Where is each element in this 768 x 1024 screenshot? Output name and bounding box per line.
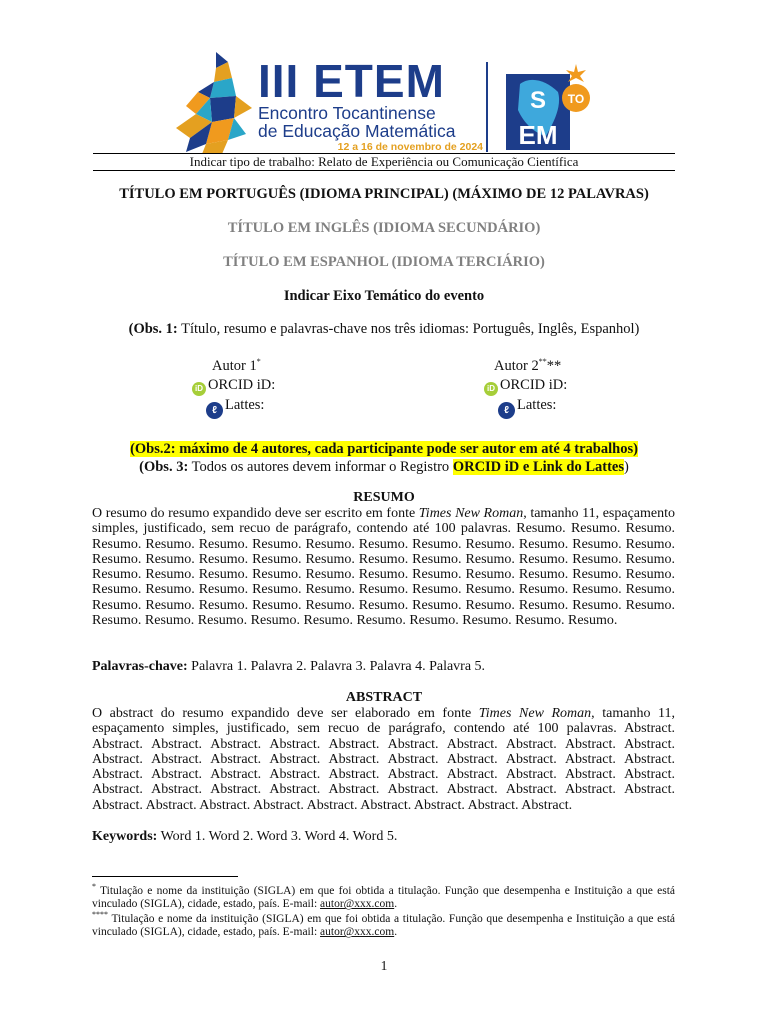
lattes-icon: ℓ — [206, 402, 223, 419]
etem-subtitle-line2: de Educação Matemática — [258, 121, 456, 141]
author-2-orcid: iD ORCID iD: — [484, 376, 567, 396]
abstract-heading: ABSTRACT — [345, 690, 423, 705]
title-spanish: TÍTULO EM ESPANHOL (IDIOMA TERCIÁRIO) — [223, 254, 545, 270]
author-1-lattes: ℓ Lattes: — [192, 396, 275, 419]
event-date: 12 a 16 de novembro de 2024 — [337, 141, 483, 153]
footnote-1: * Titulação e nome da instituição (SIGLA) em que foi obtida a titulação. Função que desempenha e Instituição a que está vinculado (SIGLA), cidade, estado, país. E-mail: autor@xxx.com. — [92, 882, 675, 911]
event-header — [0, 28, 768, 153]
footnote-2-email-link[interactable]: autor@xxx.com — [320, 926, 395, 939]
footnote-2: **** Titulação e nome da instituição (SIGLA) em que foi obtida a titulação. Função que desempenha e Instituição a que está vinculado (SIGLA), cidade, estado, país. E-mail: autor@xxx.com. — [92, 910, 675, 939]
author-2-block — [484, 352, 567, 419]
header-rule-bottom — [93, 170, 675, 171]
author-2-name: Autor 2**** — [494, 357, 562, 374]
title-english: TÍTULO EM INGLÊS (IDIOMA SECUNDÁRIO) — [227, 220, 541, 236]
svg-text:S: S — [529, 87, 547, 114]
etem-subtitle-line1: Encontro Tocantinense — [258, 103, 436, 123]
eixo-tematico: Indicar Eixo Temático do evento — [283, 288, 485, 304]
palavras-chave: Palavras-chave: Palavra 1. Palavra 2. Palavra 3. Palavra 4. Palavra 5. — [92, 659, 486, 674]
author-1-name: Autor 1* — [212, 357, 261, 374]
etem-geometric-bird-logo — [176, 52, 252, 154]
footnote-separator — [92, 876, 238, 877]
orcid-icon: iD — [192, 382, 206, 396]
page-number: 1 — [380, 958, 388, 973]
header-divider — [486, 62, 488, 152]
lattes-icon: ℓ — [498, 402, 515, 419]
obs3-note: (Obs. 3: Todos os autores devem informar o Registro ORCID iD e Link do Lattes) — [139, 459, 629, 475]
resumo-text: O resumo do resumo expandido deve ser escrito em fonte Times New Roman, tamanho 11, espaçamento simples, justificado, sem recuo de parágrafo, contendo até 100 palavras. Resumo. Resumo. Resumo. Resumo. Resumo. Resumo. Resumo. Resumo. Resumo. Resumo. Resumo. Resumo. Resumo. Resumo. Resumo. Resumo. Resumo. Resumo. Resumo. Resumo. Resumo. Resumo. Resumo. Resumo. Resumo. Resumo. Resumo. Resumo. Resumo. Resumo. Resumo. Resumo. Resumo. Resumo. Resumo. Resumo. Resumo. Resumo. Resumo. Resumo. Resumo. Resumo. Resumo. Resumo. Resumo. Resumo. Resumo. Resumo. Resumo. Resumo. Resumo. Resumo. Resumo. Resumo. Resumo. Resumo. Resumo. Resumo. Resumo. Resumo. Resumo. Resumo. Resumo. Resumo. Resumo. Resumo. Resumo. Resumo. — [92, 506, 676, 629]
keywords: Keywords: Word 1. Word 2. Word 3. Word 4. Word 5. — [92, 829, 398, 844]
footnote-1-email-link[interactable]: autor@xxx.com — [320, 898, 395, 911]
sbem-to-logo — [506, 62, 596, 152]
author-1-block — [192, 352, 275, 419]
author-2-lattes: ℓ Lattes: — [484, 396, 567, 419]
resumo-heading: RESUMO — [353, 490, 415, 505]
obs2-note: (Obs.2: máximo de 4 autores, cada participante pode ser autor em até 4 trabalhos) — [130, 441, 638, 457]
author-1-orcid: iD ORCID iD: — [192, 376, 275, 396]
abstract-text: O abstract do resumo expandido deve ser elaborado em fonte Times New Roman, tamanho 11, espaçamento simples, justificado, sem recuo de parágrafo, contendo até 100 palavras. Abstract. Abstract. Abstract. Abstract. Abstract. Abstract. Abstract. Abstract. Abstract. Abstract. Abstract. Abstract. Abstract. Abstract. Abstract. Abstract. Abstract. Abstract. Abstract. Abstract. Abstract. Abstract. Abstract. Abstract. Abstract. Abstract. Abstract. Abstract. Abstract. Abstract. Abstract. Abstract. Abstract. Abstract. Abstract. Abstract. Abstract. Abstract. Abstract. Abstract. Abstract. Abstract. Abstract. Abstract. Abstract. Abstract. Abstract. Abstract. Abstract. Abstract. — [92, 706, 675, 813]
title-portuguese: TÍTULO EM PORTUGUÊS (IDIOMA PRINCIPAL) (MÁXIMO DE 12 PALAVRAS) — [119, 186, 649, 202]
etem-wordmark — [258, 55, 483, 153]
svg-text:TO: TO — [567, 92, 585, 106]
work-type-line: Indicar tipo de trabalho: Relato de Experiência ou Comunicação Científica — [189, 154, 579, 169]
obs1-note: (Obs. 1: Título, resumo e palavras-chave nos três idiomas: Português, Inglês, Espanhol) — [128, 321, 640, 337]
svg-text:EM: EM — [518, 120, 558, 150]
etem-title: III ETEM — [258, 55, 445, 107]
orcid-icon: iD — [484, 382, 498, 396]
